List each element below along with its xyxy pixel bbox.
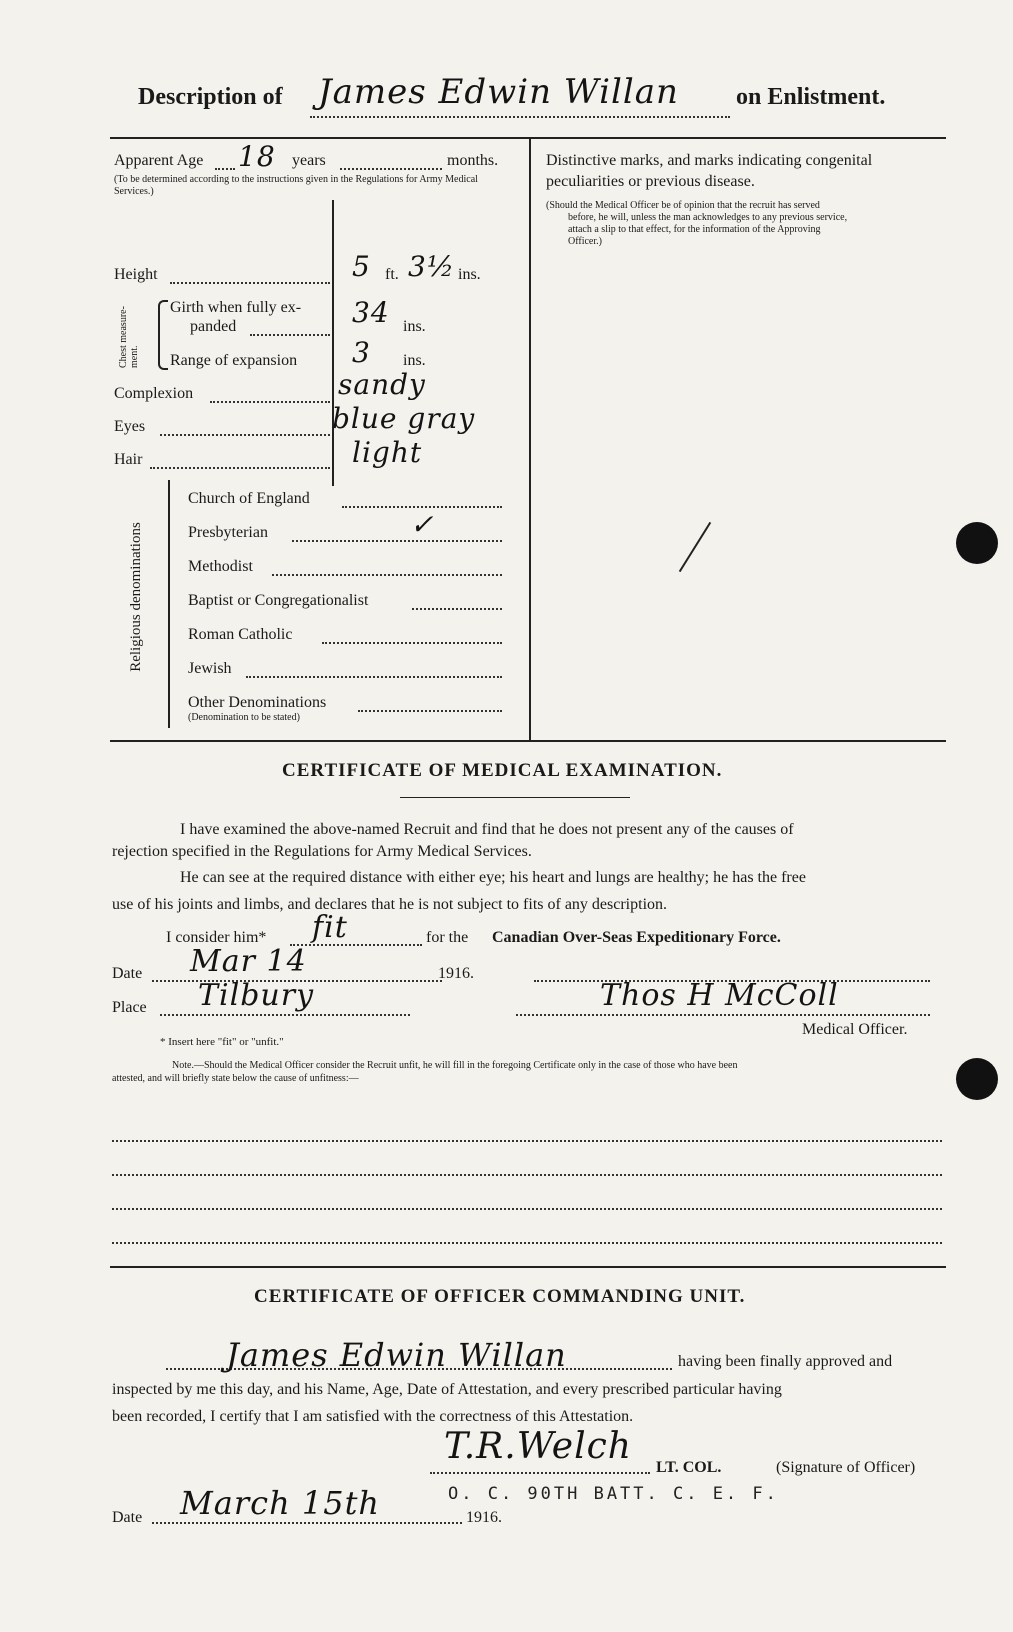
complexion-label: Complexion <box>114 385 194 402</box>
recruit-name-handwritten: James Edwin Willan <box>318 72 679 112</box>
section-rule-2 <box>110 1266 946 1268</box>
commanding-date-label: Date <box>112 1509 143 1526</box>
height-dots <box>170 282 330 284</box>
place-label: Place <box>112 999 147 1016</box>
punch-hole-1 <box>956 522 998 564</box>
distinctive-marks-label-2: peculiarities or previous disease. <box>546 173 755 190</box>
distinctive-note-4: Officer.) <box>568 236 602 247</box>
religion-methodist: Methodist <box>188 558 253 575</box>
distinctive-slash-mark <box>679 522 711 572</box>
signature-of-officer-label: (Signature of Officer) <box>776 1459 916 1476</box>
age-value: 18 <box>238 140 276 173</box>
commanding-year: 1916. <box>466 1509 502 1526</box>
ft-label: ft. <box>385 266 399 283</box>
complexion-value: sandy <box>338 368 426 401</box>
chest-brace <box>158 300 168 370</box>
medical-para2-line1: He can see at the required distance with either eye; his heart and lungs are healthy; he has the free <box>180 869 806 886</box>
medical-date-value: Mar 14 <box>190 944 307 979</box>
chest-measurement-label: Chest measure-ment. <box>118 306 140 368</box>
age-dots-a <box>215 168 235 170</box>
title-description-of: Description of <box>138 84 283 110</box>
top-rule <box>110 137 946 139</box>
commanding-date-dots <box>152 1522 462 1524</box>
religion-baptist: Baptist or Congregationalist <box>188 592 369 609</box>
age-instruction-note: (To be determined according to the instructions given in the Regulations for Army Medical Services.) <box>114 174 478 197</box>
hair-label: Hair <box>114 451 143 468</box>
medical-officer-label: Medical Officer. <box>802 1021 908 1038</box>
complexion-dots <box>210 401 330 403</box>
insert-fit-note: * Insert here "fit" or "unfit." <box>160 1036 284 1048</box>
religion-roman-catholic: Roman Catholic <box>188 626 293 643</box>
place-value: Tilbury <box>198 978 315 1013</box>
fitness-value: fit <box>312 910 348 945</box>
title-on-enlistment: on Enlistment. <box>736 84 886 110</box>
eyes-value: blue gray <box>332 402 476 435</box>
place-dots <box>160 1014 410 1016</box>
unfitness-line-3 <box>112 1208 942 1210</box>
name-dotted-line <box>310 116 730 118</box>
girth-label-1: Girth when fully ex- <box>170 299 302 316</box>
religion-dots-6 <box>358 710 502 712</box>
apparent-age-label: Apparent Age <box>114 152 204 169</box>
age-dots-b <box>340 168 442 170</box>
medical-officer-signature: Thos H McColl <box>600 978 839 1013</box>
medical-certificate-heading: CERTIFICATE OF MEDICAL EXAMINATION. <box>282 760 723 781</box>
section-rule-1 <box>110 740 946 742</box>
denomination-note: (Denomination to be stated) <box>188 712 300 723</box>
consider-for-the: for the <box>426 929 469 946</box>
religion-dots-4 <box>322 642 502 644</box>
commanding-line1-rest: having been finally approved and <box>678 1353 893 1370</box>
religious-denominations-label: Religious denominations <box>128 522 144 672</box>
medical-para1-line1: I have examined the above-named Recruit and find that he does not present any of the causes of <box>180 821 794 838</box>
range-label: Range of expansion <box>170 352 298 369</box>
medical-signature-dots <box>516 1014 930 1016</box>
eyes-dots <box>160 434 330 436</box>
commanding-signature-dots <box>430 1472 650 1474</box>
religion-other: Other Denominations <box>188 694 327 711</box>
values-divider <box>332 200 334 486</box>
unfitness-line-2 <box>112 1174 942 1176</box>
unfit-note-line2: attested, and will briefly state below the cause of unfitness:— <box>112 1073 359 1084</box>
distinctive-note-2: before, he will, unless the man acknowledges to any previous service, <box>568 212 848 223</box>
eyes-label: Eyes <box>114 418 146 435</box>
height-feet-value: 5 <box>352 250 371 283</box>
months-label: months. <box>447 152 499 169</box>
unfitness-line-1 <box>112 1140 942 1142</box>
hair-dots <box>150 467 330 469</box>
commanding-recruit-name: James Edwin Willan <box>226 1336 567 1374</box>
religion-church-of-england: Church of England <box>188 490 310 507</box>
commanding-certificate-heading: CERTIFICATE OF OFFICER COMMANDING UNIT. <box>254 1286 746 1307</box>
range-ins-label: ins. <box>403 352 426 369</box>
distinctive-marks-label-1: Distinctive marks, and marks indicating congenital <box>546 152 873 169</box>
religion-dots-3 <box>412 608 502 610</box>
medical-para2-line2: use of his joints and limbs, and declares that he is not subject to fits of any description. <box>112 896 668 913</box>
presbyterian-check-mark: ✓ <box>410 508 435 541</box>
medical-para1-line2: rejection specified in the Regulations for Army Medical Services. <box>112 843 532 860</box>
hair-value: light <box>352 436 423 469</box>
religion-presbyterian: Presbyterian <box>188 524 268 541</box>
rank-label: LT. COL. <box>656 1459 722 1476</box>
girth-dots <box>250 334 330 336</box>
height-ins-label: ins. <box>458 266 481 283</box>
medical-date-label: Date <box>112 965 143 982</box>
religion-dots-5 <box>246 676 502 678</box>
punch-hole-2 <box>956 1058 998 1100</box>
commanding-line3: been recorded, I certify that I am satisfied with the correctness of this Attestation. <box>112 1408 634 1425</box>
religion-dots-1 <box>292 540 502 542</box>
distinctive-note-1: (Should the Medical Officer be of opinion that the recruit has served <box>546 200 820 211</box>
range-value: 3 <box>352 336 371 369</box>
height-inches-value: 3½ <box>408 250 455 283</box>
commanding-officer-signature: T.R.Welch <box>444 1426 632 1467</box>
consider-him-label: I consider him* <box>166 929 267 946</box>
medical-year: 1916. <box>438 965 474 982</box>
column-divider <box>529 139 531 742</box>
height-label: Height <box>114 266 158 283</box>
girth-label-2: panded <box>190 318 237 335</box>
commanding-date-value: March 15th <box>180 1484 381 1522</box>
years-label: years <box>292 152 326 169</box>
girth-ins-label: ins. <box>403 318 426 335</box>
battalion-stamp: O. C. 90TH BATT. C. E. F. <box>448 1484 779 1504</box>
force-name: Canadian Over-Seas Expeditionary Force. <box>492 929 781 946</box>
unfit-note-line1: Note.—Should the Medical Officer consider the Recruit unfit, he will fill in the foregoing Certificate only in the case of those who have been <box>172 1060 738 1071</box>
girth-value: 34 <box>352 296 390 329</box>
religion-bracket <box>168 480 170 728</box>
religion-jewish: Jewish <box>188 660 232 677</box>
distinctive-note-3: attach a slip to that effect, for the information of the Approving <box>568 224 821 235</box>
religion-dots-2 <box>272 574 502 576</box>
consider-dots <box>290 944 422 946</box>
commanding-line2: inspected by me this day, and his Name, Age, Date of Attestation, and every prescribed particular having <box>112 1381 782 1398</box>
unfitness-line-4 <box>112 1242 942 1244</box>
medical-heading-underline <box>400 797 630 798</box>
